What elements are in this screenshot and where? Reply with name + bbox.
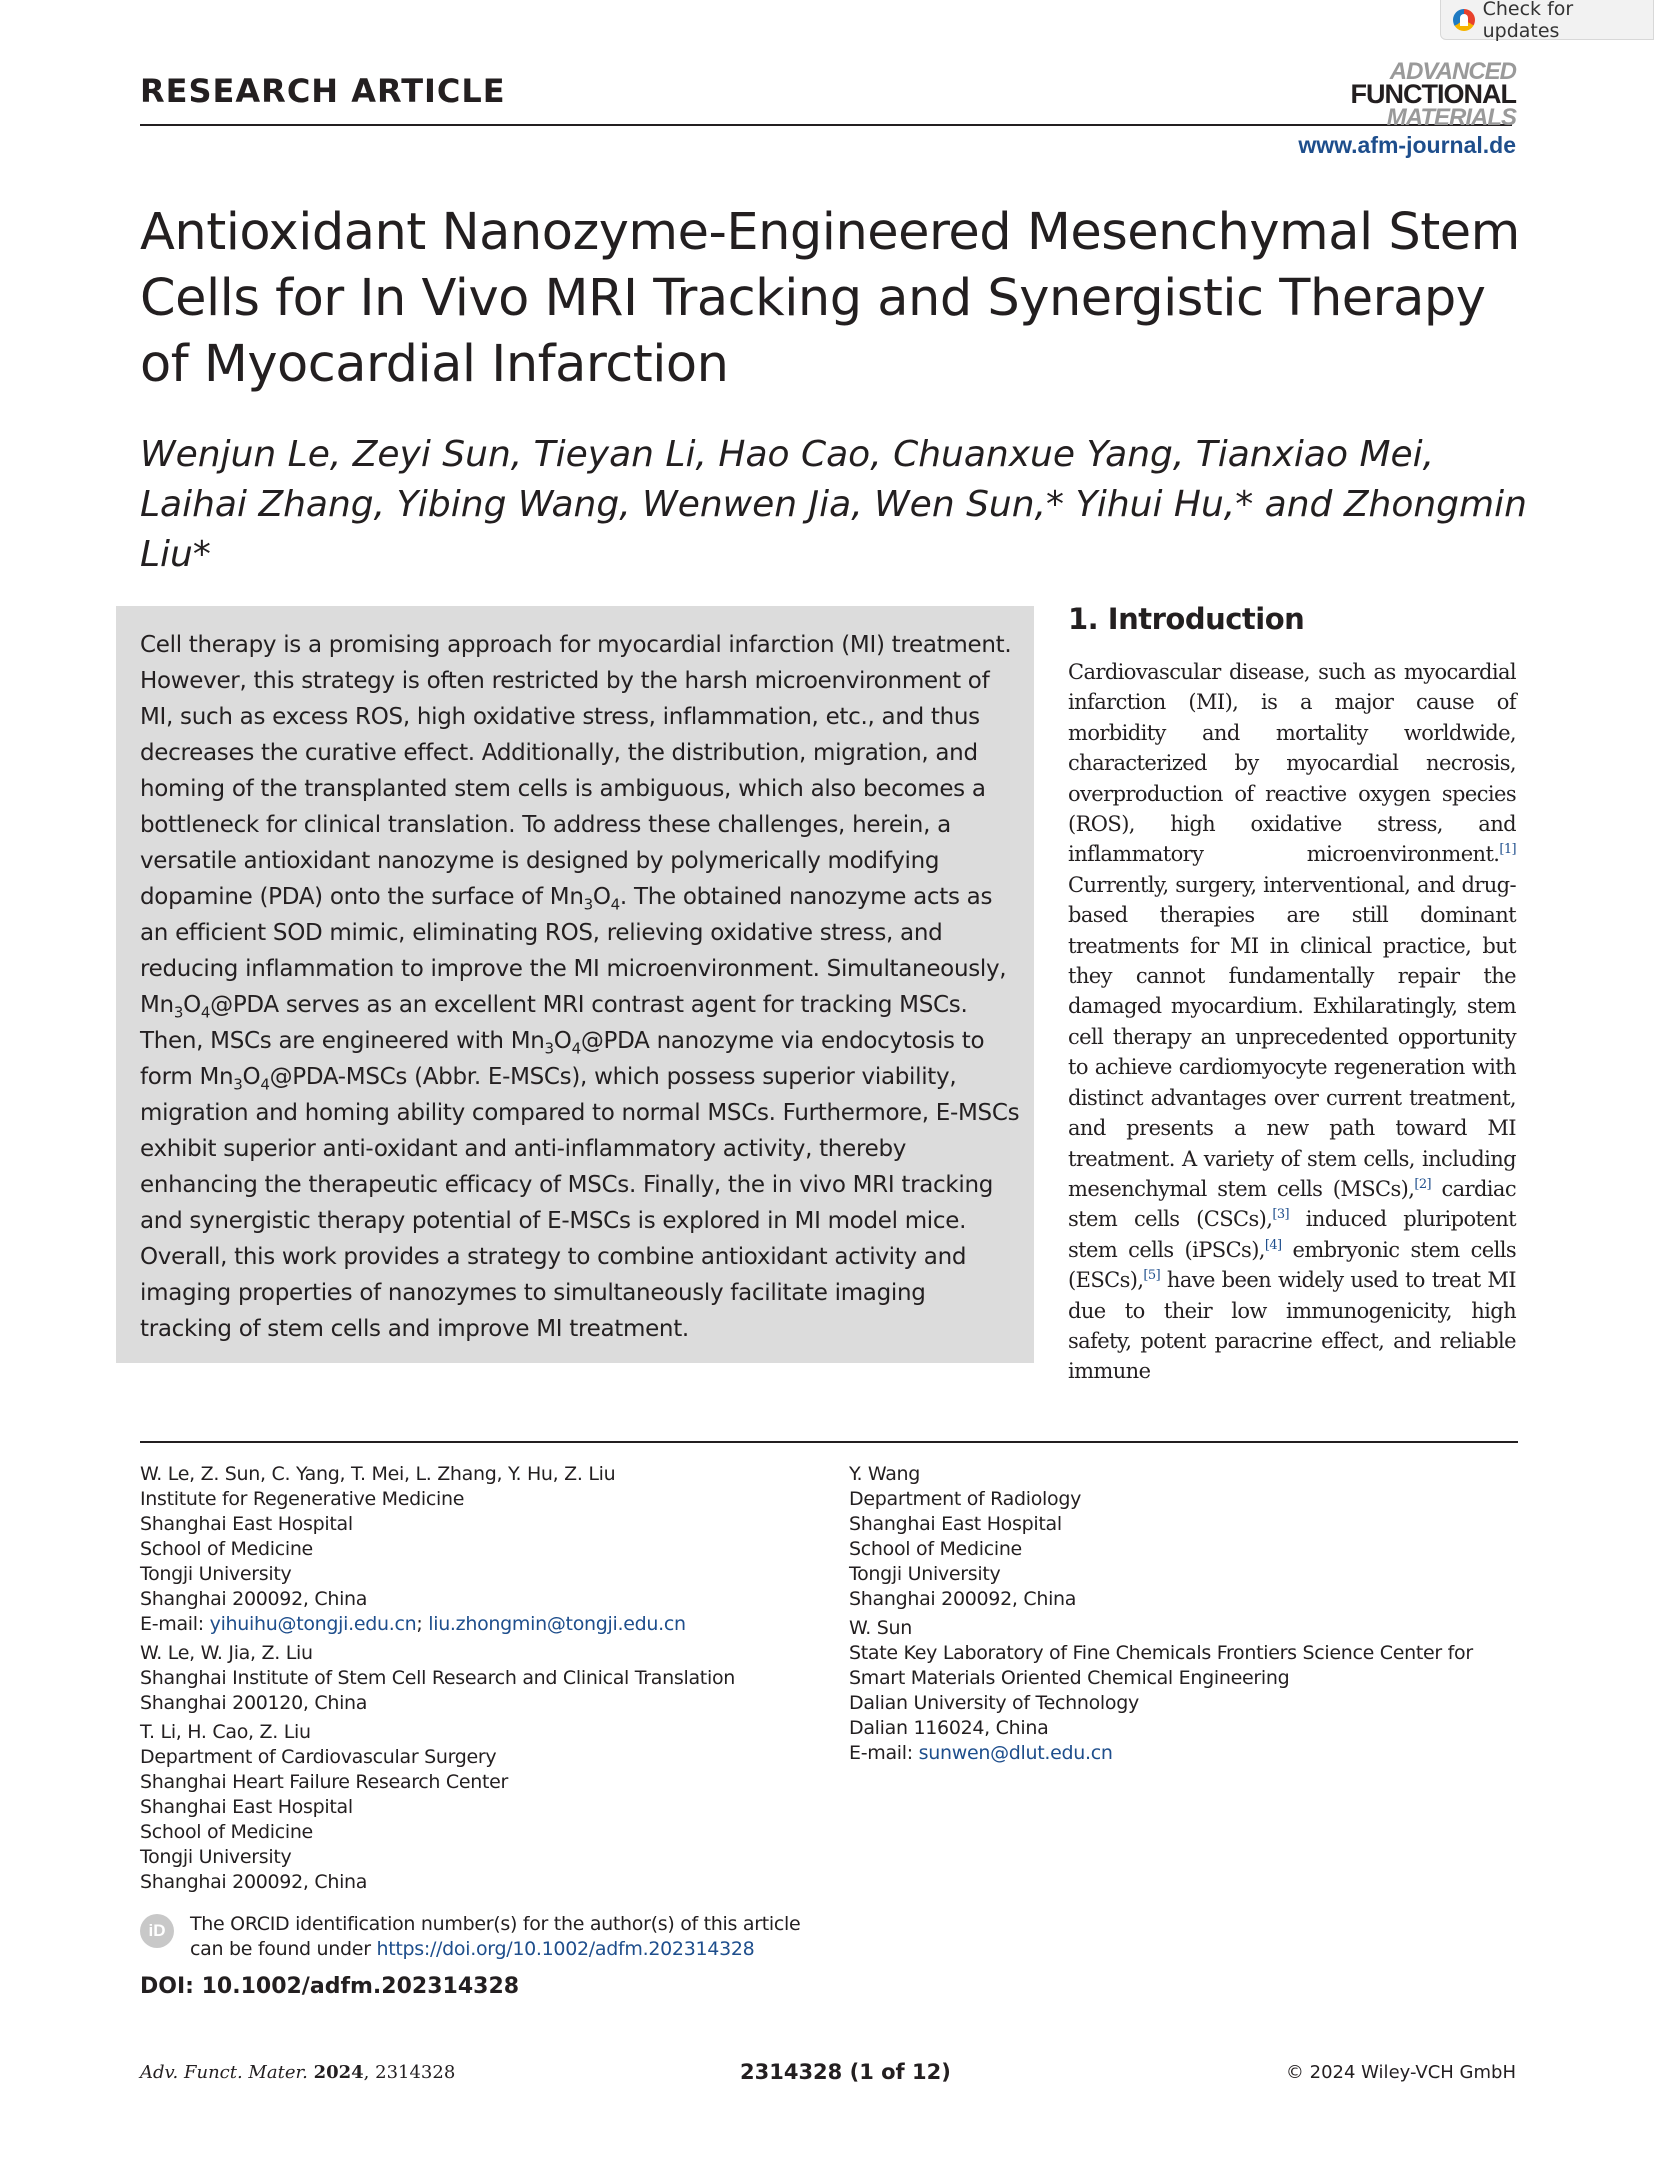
crossmark-icon	[1453, 9, 1475, 31]
author-list: Wenjun Le, Zeyi Sun, Tieyan Li, Hao Cao, Chuanxue Yang, Tianxiao Mei, Laihai Zhang, Yibing Wang, Wenwen Jia, Wen Sun,* Yihui Hu,* and Zhongmin Liu*	[140, 434, 1527, 575]
affiliation-line: Tongji University	[140, 1846, 292, 1868]
affiliation-line: School of Medicine	[140, 1538, 313, 1560]
email-link[interactable]: yihuihu@tongji.edu.cn	[209, 1613, 417, 1635]
affiliation-line: School of Medicine	[849, 1538, 1022, 1560]
abstract-text: @PDA nanozyme via endocytosis to form	[140, 1028, 985, 1090]
affiliation-line: State Key Laboratory of Fine Chemicals Frontiers Science Center for	[849, 1642, 1473, 1664]
journal-url-link[interactable]: www.afm-journal.de	[1298, 132, 1516, 158]
affiliation-line: Shanghai 200092, China	[849, 1588, 1077, 1610]
reference-link[interactable]: [5]	[1143, 1268, 1161, 1284]
abstract-text: Cell therapy is a promising approach for myocardial infarction (MI) treatment. However, this strategy is often restricted by the harsh microenvironment of MI, such as excess ROS, high oxidative stress, inflammation, etc., and thus decreases the curative effect. Additionally, the distribution, migration, and homing of the transplanted stem cells is ambiguous, which also becomes a bottleneck for clinical translation. To address these challenges, herein, a versatile antioxidant nanozyme is designed by polymerically modifying dopamine (PDA) onto the surface of	[140, 632, 1012, 910]
copyright: © 2024 Wiley-VCH GmbH	[1285, 2062, 1516, 2083]
abstract	[140, 627, 1020, 1347]
doi: DOI: 10.1002/adfm.202314328	[140, 1974, 520, 1999]
affiliation-line: W. Le, W. Jia, Z. Liu	[140, 1642, 313, 1664]
affiliation-line: Shanghai East Hospital	[140, 1513, 353, 1535]
affiliation-line: Shanghai 200092, China	[140, 1871, 368, 1893]
affiliation-line: Tongji University	[140, 1563, 292, 1585]
email-link[interactable]: liu.zhongmin@tongji.edu.cn	[428, 1613, 686, 1635]
reference-link[interactable]: [2]	[1414, 1176, 1431, 1192]
affiliations-right	[849, 1462, 1529, 1766]
header-rule	[140, 124, 1512, 126]
affiliation-line: W. Le, Z. Sun, C. Yang, T. Mei, L. Zhang, Y. Hu, Z. Liu	[140, 1463, 616, 1485]
journal-logo	[1351, 60, 1516, 129]
affiliation-line: School of Medicine	[140, 1821, 313, 1843]
affiliation-line: Tongji University	[849, 1563, 1001, 1585]
affiliations-left	[140, 1462, 860, 1895]
affiliation-line: Shanghai Institute of Stem Cell Research and Clinical Translation	[140, 1667, 736, 1689]
orcid-doi-link[interactable]: https://doi.org/10.1002/adfm.202314328	[376, 1938, 755, 1960]
abstract-text: @PDA serves as an excellent MRI contrast agent for tracking MSCs. Then, MSCs are engineered with	[140, 992, 968, 1054]
email-line: E-mail: yihuihu@tongji.edu.cn; liu.zhongmin@tongji.edu.cn	[140, 1613, 686, 1635]
affiliation-line: Dalian University of Technology	[849, 1692, 1139, 1714]
reference-link[interactable]: [1]	[1499, 842, 1516, 858]
formula: $Mn_3O_4$	[199, 1064, 270, 1094]
affiliations-rule	[140, 1441, 1518, 1443]
abstract-text: @PDA-MSCs (Abbr. E-MSCs), which possess superior viability, migration and homing ability compared to normal MSCs. Furthermore, E-MSCs exhibit superior anti-oxidant and anti-inflammatory activity, thereby enhancing the therapeutic efficacy of MSCs. Finally, the in vivo MRI tracking and synergistic therapy potential of E-MSCs is explored in MI model mice. Overall, this work provides a strategy to combine antioxidant activity and imaging properties of nanozymes to simultaneously facilitate imaging tracking of stem cells and improve MI treatment.	[140, 1064, 1020, 1342]
citation-footer: Adv. Funct. Mater. 2024, 2314328	[140, 2062, 456, 2083]
affiliation-line: Shanghai East Hospital	[849, 1513, 1062, 1535]
affiliation-line: Dalian 116024, China	[849, 1717, 1049, 1739]
logo-line-1: ADVANCED	[1389, 58, 1516, 85]
affiliation-line: T. Li, H. Cao, Z. Liu	[140, 1721, 311, 1743]
reference-link[interactable]: [4]	[1264, 1237, 1282, 1253]
page-number: 2314328 (1 of 12)	[740, 2060, 951, 2084]
orcid-icon: iD	[140, 1914, 174, 1948]
affiliation-line: Shanghai Heart Failure Research Center	[140, 1771, 509, 1793]
section-label: RESEARCH ARTICLE	[140, 72, 506, 110]
check-for-updates-button[interactable]	[1440, 0, 1654, 40]
logo-line-3: MATERIALS	[1386, 104, 1516, 131]
orcid-line: The ORCID identification number(s) for the author(s) of this article	[190, 1913, 801, 1935]
affiliation-line: Shanghai 200092, China	[140, 1588, 368, 1610]
orcid-line: can be found under https://doi.org/10.1002/adfm.202314328	[190, 1938, 755, 1960]
affiliation-line: Institute for Regenerative Medicine	[140, 1488, 465, 1510]
abstract-text: . The obtained nanozyme acts as an efficient SOD mimic, eliminating ROS, relieving oxidative stress, and reducing inflammation to improve the MI microenvironment. Simultaneously,	[140, 884, 1007, 982]
affiliation-line: Y. Wang	[849, 1463, 921, 1485]
logo-line-2: FUNCTIONAL	[1350, 79, 1516, 109]
email-line: E-mail: sunwen@dlut.edu.cn	[849, 1742, 1113, 1764]
formula: $Mn_3O_4$	[510, 1028, 581, 1058]
introduction-body: Cardiovascular disease, such as myocardial infarction (MI), is a major cause of morbidity and mortality worldwide, characterized by myocardial necrosis, overproduction of reactive oxygen species (ROS), high oxidative stress, and inflammatory microenvironment.[1] Currently, surgery, interventional, and drug-based therapies are still dominant treatments for MI in clinical practice, but they cannot fundamentally repair the damaged myocardium. Exhilaratingly, stem cell therapy an unprecedented opportunity to achieve cardiomyocyte regeneration with distinct advantages over current treatment, and presents a new path toward MI treatment. A variety of stem cells, including mesenchymal stem cells (MSCs),[2] cardiac stem cells (CSCs),[3] induced pluripotent stem cells (iPSCs),[4] embryonic stem cells (ESCs),[5] have been widely used to treat MI due to their low immunogenicity, high safety, potent paracrine effect, and reliable immune	[1068, 660, 1516, 1384]
article-title: Antioxidant Nanozyme-Engineered Mesenchymal Stem Cells for In Vivo MRI Tracking and Synergistic Therapy of Myocardial Infarction	[140, 203, 1520, 394]
email-link[interactable]: sunwen@dlut.edu.cn	[918, 1742, 1113, 1764]
affiliation-line: Department of Cardiovascular Surgery	[140, 1746, 497, 1768]
formula: $Mn_3O_4$	[549, 884, 620, 914]
orcid-note	[190, 1912, 890, 1962]
affiliation-line: Smart Materials Oriented Chemical Engineering	[849, 1667, 1290, 1689]
affiliation-line: Department of Radiology	[849, 1488, 1082, 1510]
formula: $Mn_3O_4$	[140, 992, 211, 1022]
reference-link[interactable]: [3]	[1272, 1207, 1289, 1223]
affiliation-line: W. Sun	[849, 1617, 913, 1639]
affiliation-line: Shanghai East Hospital	[140, 1796, 353, 1818]
section-heading-introduction: 1. Introduction	[1068, 602, 1305, 636]
affiliation-line: Shanghai 200120, China	[140, 1692, 368, 1714]
check-for-updates-label: Check for updates	[1482, 0, 1574, 42]
